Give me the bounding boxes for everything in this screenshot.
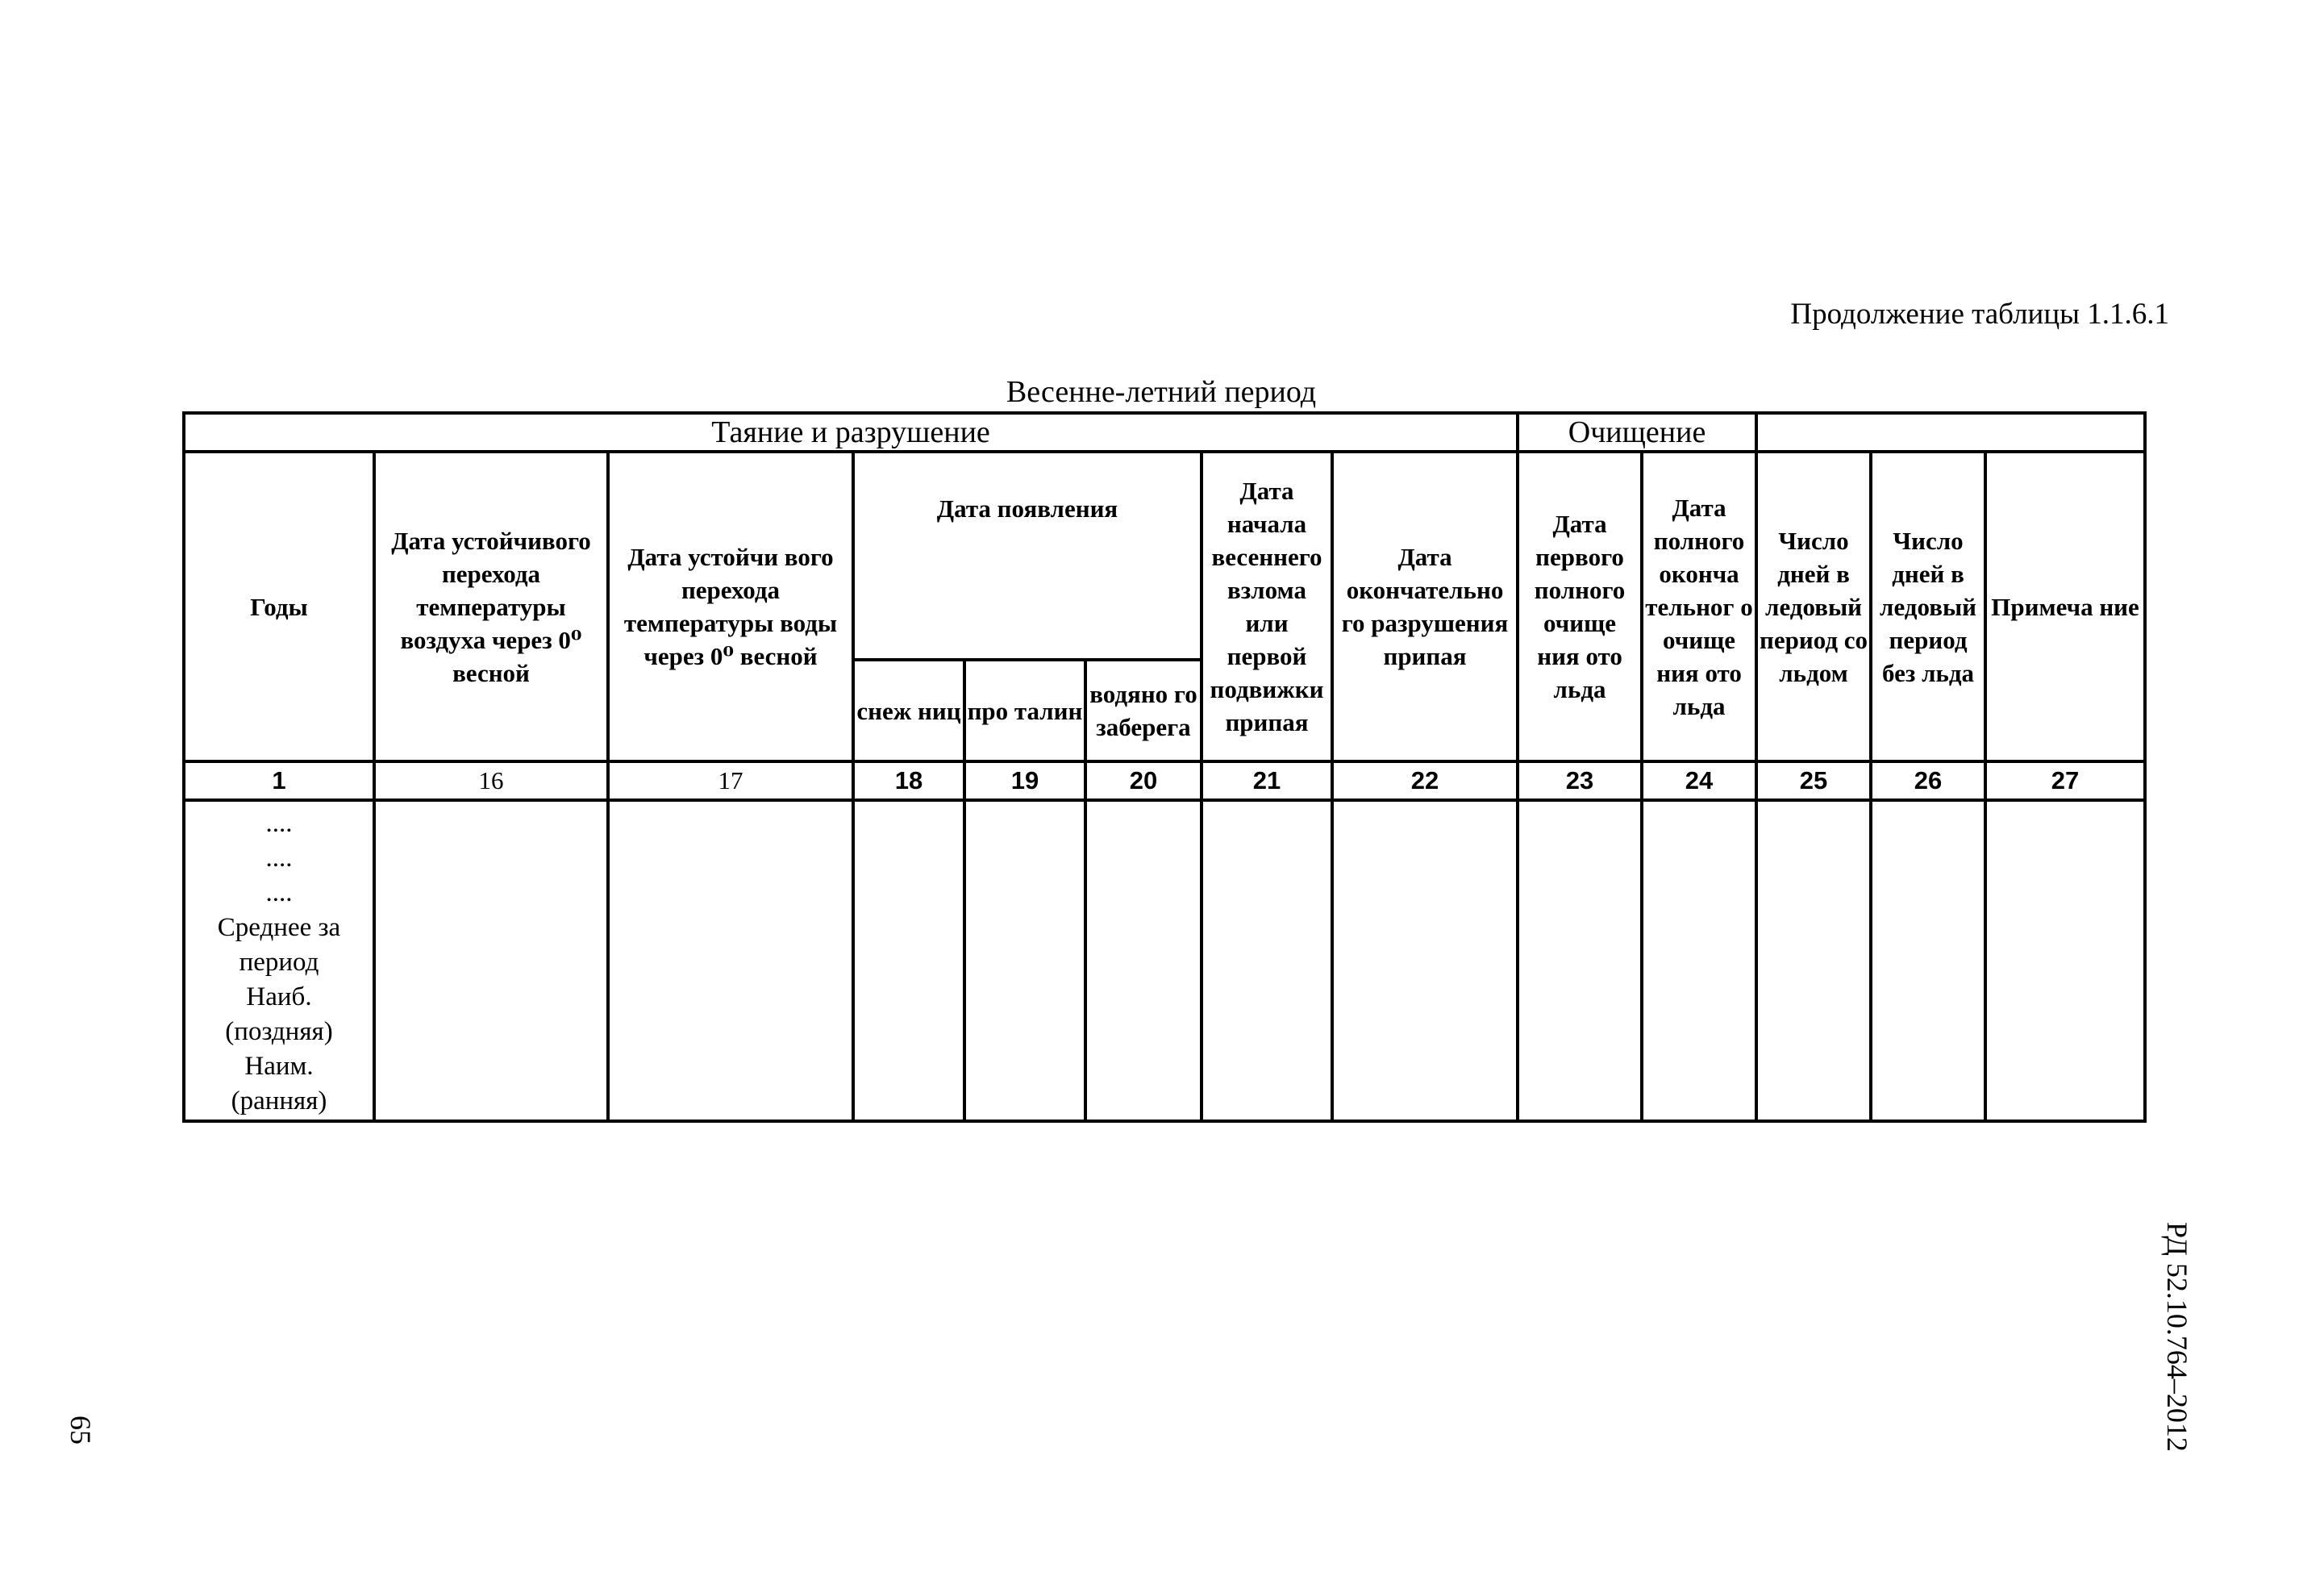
header-notes: Примеча ние — [1985, 452, 2145, 761]
column-number: 19 — [964, 761, 1085, 800]
group-header-empty — [1756, 413, 2145, 452]
header-first-full-clearing-date: Дата первого полного очище ния ото льда — [1518, 452, 1642, 761]
column-number: 27 — [1985, 761, 2145, 800]
page-number: 65 — [65, 1416, 97, 1445]
row-label-min: (ранняя) — [231, 1086, 327, 1115]
years-data-cell — [184, 800, 374, 1121]
column-number: 25 — [1756, 761, 1871, 800]
data-cell — [1871, 800, 1985, 1121]
data-cell — [1985, 800, 2145, 1121]
header-days-without-ice: Число дней в ледовый период без льда — [1871, 452, 1985, 761]
row-label-ellipsis: .... — [265, 878, 293, 907]
header-water-shore-ice: водяно го заберега — [1085, 660, 1202, 761]
table-title: Весенне-летний период — [1006, 375, 1317, 409]
data-cell — [853, 800, 964, 1121]
header-years: Годы — [184, 452, 374, 761]
column-number: 20 — [1085, 761, 1202, 800]
row-label-average: Среднее за — [217, 913, 341, 942]
header-days-with-ice: Число дней в ледовый период со льдом — [1756, 452, 1871, 761]
document-code: РД 52.10.764–2012 — [2161, 1222, 2193, 1452]
data-cell — [1518, 800, 1642, 1121]
column-number: 17 — [608, 761, 853, 800]
data-cell — [1332, 800, 1518, 1121]
data-cell — [374, 800, 608, 1121]
ice-regime-table — [182, 411, 2147, 1123]
header-air-temperature-transition: Дата устойчивого перехода температуры воздуха через 0⁰ весной — [374, 452, 608, 761]
row-label-max: (поздняя) — [225, 1017, 333, 1046]
header-breakup-start-date: Дата начала весеннего взлома или первой подвижки припая — [1202, 452, 1332, 761]
column-number: 23 — [1518, 761, 1642, 800]
header-appearance-date: Дата появления — [853, 452, 1202, 660]
data-cell — [1642, 800, 1756, 1121]
header-snow: снеж ниц — [853, 660, 964, 761]
column-number: 26 — [1871, 761, 1985, 800]
group-header-melting: Таяние и разрушение — [184, 413, 1518, 452]
header-full-final-clearing-date: Дата полного оконча тельног о очище ния ото льда — [1642, 452, 1756, 761]
column-number: 22 — [1332, 761, 1518, 800]
table-continuation-caption: Продолжение таблицы 1.1.6.1 — [1790, 298, 2169, 331]
row-label-average: период — [239, 948, 319, 977]
header-water-temperature-transition: Дата устойчи вого перехода температуры воды через 0⁰ весной — [608, 452, 853, 761]
data-cell — [1085, 800, 1202, 1121]
data-cell — [1756, 800, 1871, 1121]
group-header-clearing: Очищение — [1518, 413, 1756, 452]
row-label-max: Наиб. — [246, 982, 312, 1011]
column-number: 16 — [374, 761, 608, 800]
header-final-destruction-date: Дата окончательно го разрушения припая — [1332, 452, 1518, 761]
header-thaw-patches: про талин — [964, 660, 1085, 761]
column-number: 1 — [184, 761, 374, 800]
row-label-min: Наим. — [244, 1052, 314, 1081]
row-label-ellipsis: .... — [265, 844, 293, 873]
column-number: 21 — [1202, 761, 1332, 800]
data-cell — [964, 800, 1085, 1121]
data-cell — [608, 800, 853, 1121]
row-label-ellipsis: .... — [265, 809, 293, 838]
column-number: 24 — [1642, 761, 1756, 800]
column-number: 18 — [853, 761, 964, 800]
data-cell — [1202, 800, 1332, 1121]
years-row-labels — [185, 802, 373, 1119]
